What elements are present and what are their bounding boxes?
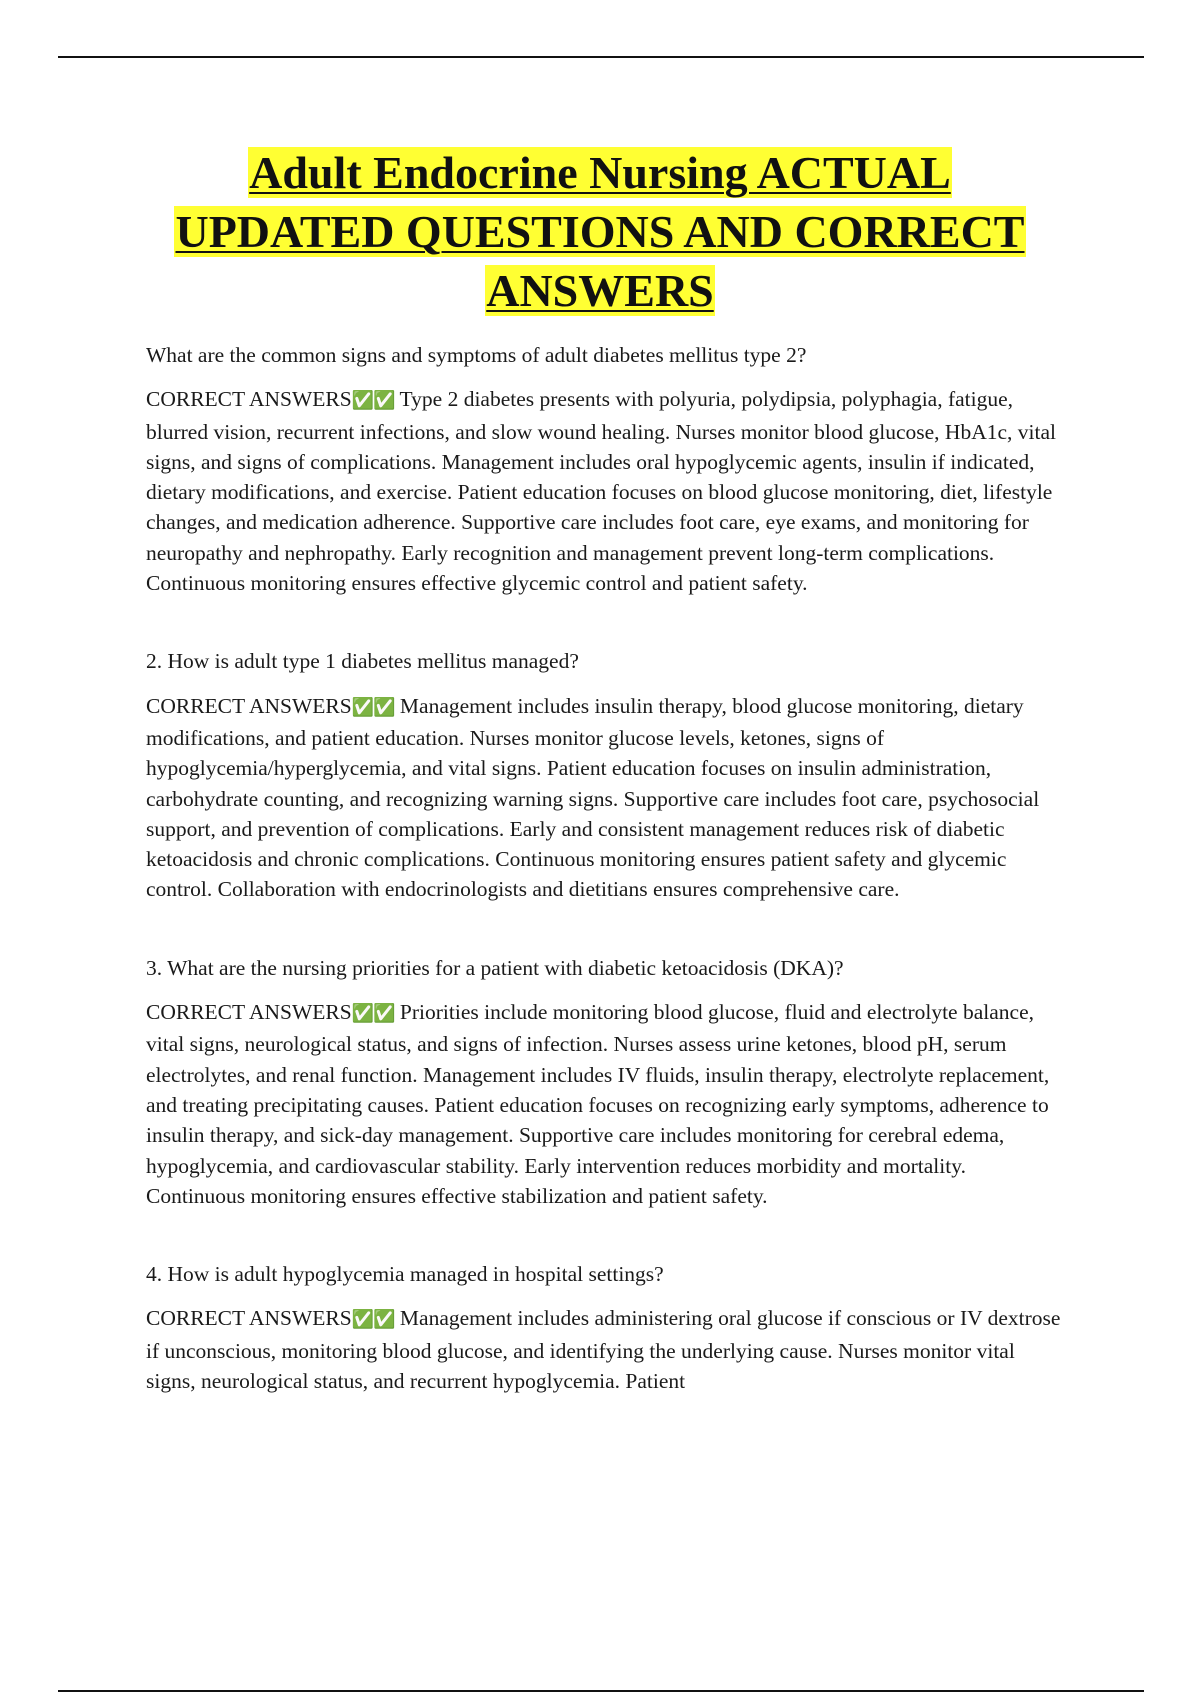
check-mark-icon: ✅✅ xyxy=(351,696,395,718)
qa-item-3 xyxy=(146,953,1066,1211)
qa-item-1 xyxy=(146,340,1066,598)
answer-label: CORRECT ANSWERS xyxy=(146,387,352,412)
answer-text xyxy=(146,1303,1066,1396)
qa-item-4 xyxy=(146,1259,1066,1396)
qa-item-2 xyxy=(146,646,1066,904)
question-text: 3. What are the nursing priorities for a patient with diabetic ketoacidosis (DKA)? xyxy=(146,955,844,980)
answer-text xyxy=(146,384,1066,598)
answer-body: Management includes administering oral glucose if conscious or IV dextrose if unconscious, monitoring blood glucose, and identifying the underlying cause. Nurses monitor vital signs, neurological status, and recurrent hypoglycemia. Patient xyxy=(146,1306,1061,1394)
answer-text xyxy=(146,691,1066,905)
document-title xyxy=(120,143,1080,320)
answer-label: CORRECT ANSWERS xyxy=(146,1306,352,1331)
question-text: 4. How is adult hypoglycemia managed in hospital settings? xyxy=(146,1262,664,1287)
answer-body: Type 2 diabetes presents with polyuria, polydipsia, polyphagia, fatigue, blurred vision, recurrent infections, and slow wound healing. Nurses monitor blood glucose, HbA1c, vital signs, and signs of complications. Management includes oral hypoglycemic agents, insulin if indicated, dietary modifications, and exercise. Patient education focuses on blood glucose monitoring, diet, lifestyle changes, and medication adherence. Supportive care includes foot care, eye exams, and monitoring for neuropathy and nephropathy. Early recognition and management prevent long-term complications. Continuous monitoring ensures effective glycemic control and patient safety. xyxy=(146,387,1056,596)
check-mark-icon: ✅✅ xyxy=(351,390,395,412)
title-line-2: UPDATED QUESTIONS AND CORRECT xyxy=(175,206,1025,257)
answer-text xyxy=(146,997,1066,1211)
question-text: 2. How is adult type 1 diabetes mellitus managed? xyxy=(146,649,579,674)
answer-body: Management includes insulin therapy, blood glucose monitoring, dietary modifications, and patient education. Nurses monitor glucose levels, ketones, signs of hypoglycemia/hyperglycemia, and vital signs. Patient education focuses on insulin administration, carbohydrate counting, and recognizing warning signs. Supportive care includes foot care, psychosocial support, and prevention of complications. Early and consistent management reduces risk of diabetic ketoacidosis and chronic complications. Continuous monitoring ensures patient safety and glycemic control. Collaboration with endocrinologists and dietitians ensures comprehensive care. xyxy=(146,693,1040,902)
qa-list xyxy=(146,340,1066,1444)
bottom-rule xyxy=(58,1690,1144,1692)
answer-label: CORRECT ANSWERS xyxy=(146,1000,352,1025)
title-line-1: Adult Endocrine Nursing ACTUAL xyxy=(249,147,951,198)
answer-body: Priorities include monitoring blood glucose, fluid and electrolyte balance, vital signs, neurological status, and signs of infection. Nurses assess urine ketones, blood pH, serum electrolytes, and renal function. Management includes IV fluids, insulin therapy, electrolyte replacement, and treating precipitating causes. Patient education focuses on recognizing early symptoms, adherence to insulin therapy, and sick-day management. Supportive care includes monitoring for cerebral edema, hypoglycemia, and cardiovascular stability. Early intervention reduces morbidity and mortality. Continuous monitoring ensures effective stabilization and patient safety. xyxy=(146,1000,1050,1208)
check-mark-icon: ✅✅ xyxy=(351,1003,395,1025)
answer-label: CORRECT ANSWERS xyxy=(146,693,352,718)
question-text: What are the common signs and symptoms of adult diabetes mellitus type 2? xyxy=(146,343,807,367)
title-line-3: ANSWERS xyxy=(486,265,714,316)
check-mark-icon: ✅✅ xyxy=(351,1309,395,1331)
top-rule xyxy=(58,56,1144,58)
